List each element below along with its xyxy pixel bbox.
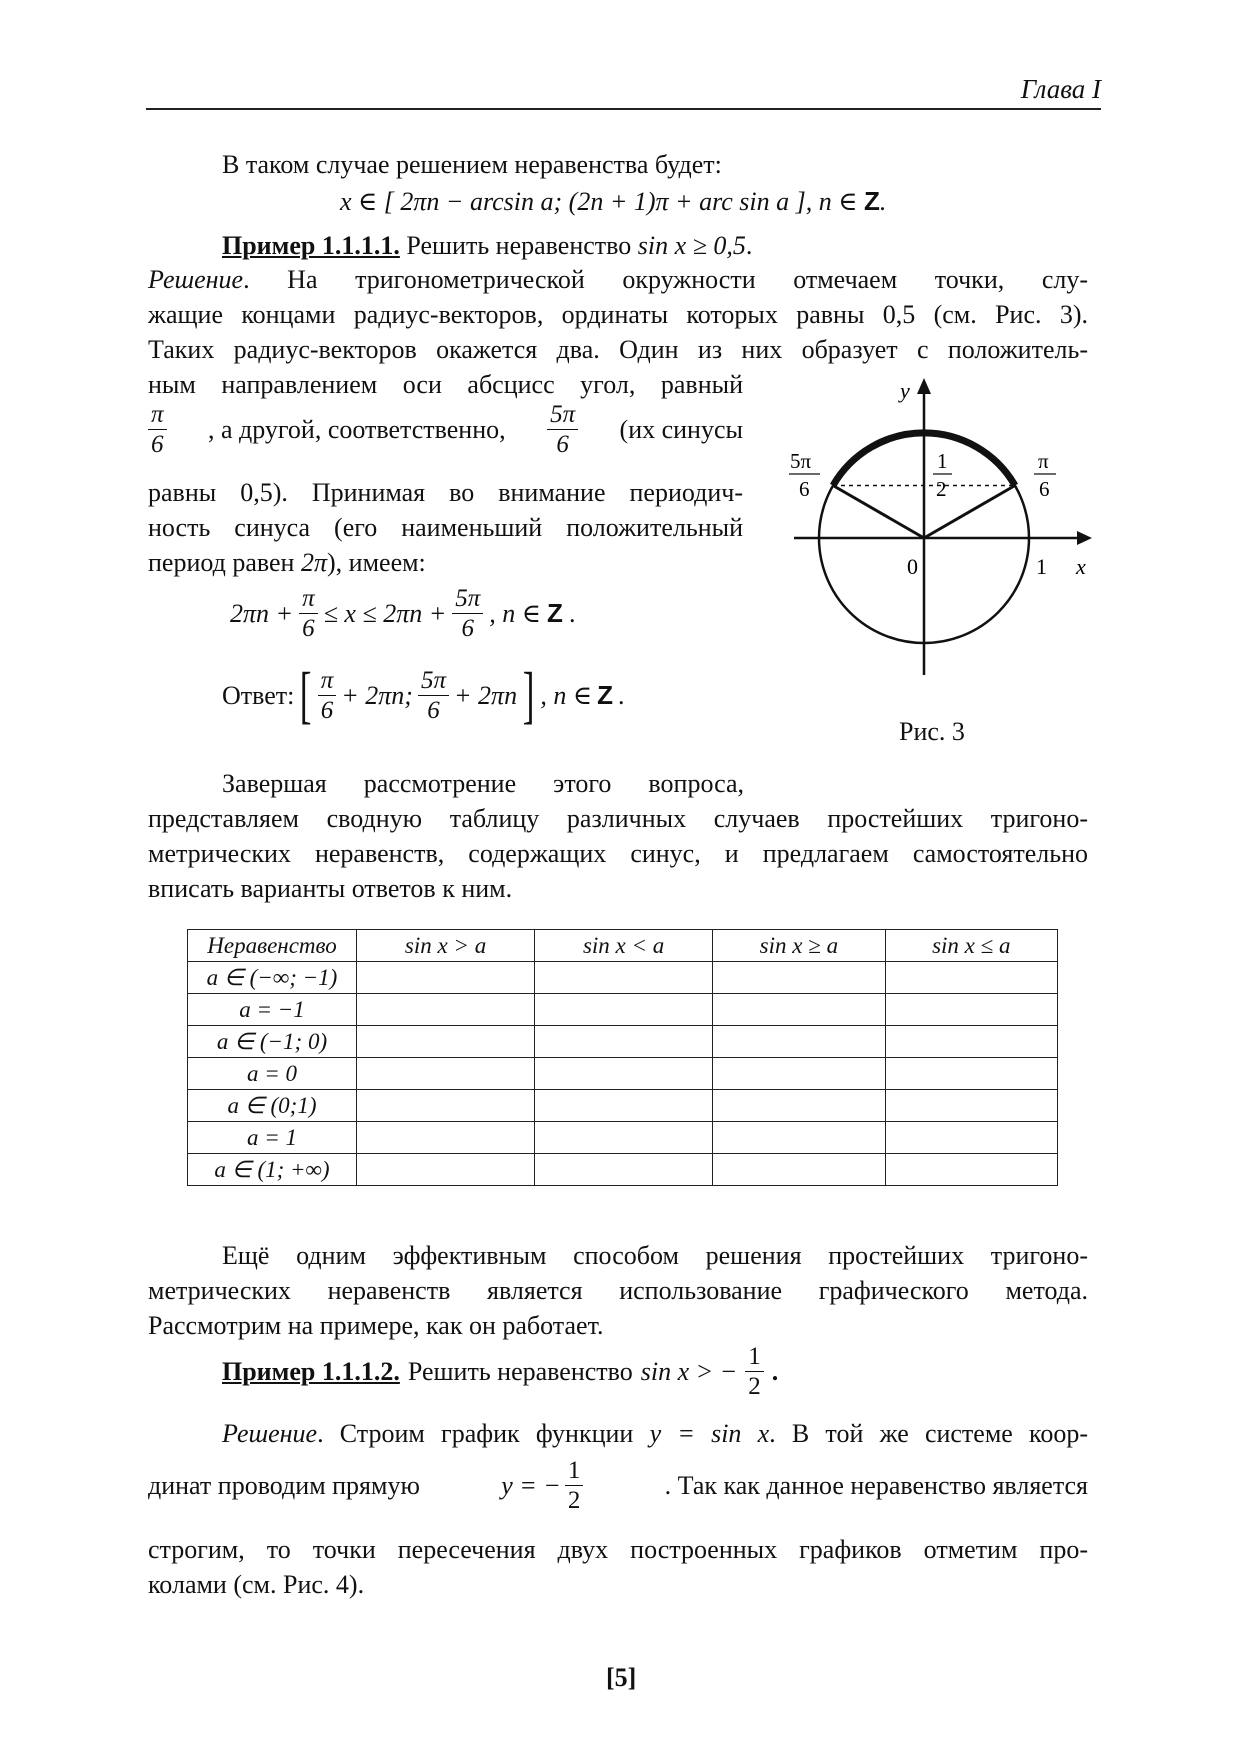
solution-2-line-1: Решение. Строим график функции y = sin x. В той же системе коор- [222,1419,1089,1448]
row-condition: a ∈ (1; +∞) [188,1154,357,1186]
table-row [188,994,1058,1026]
paragraph-2-line-2: представляем сводную таблицу различных случаев простейших тригоно- [148,804,1088,833]
paragraph-3-line-1: Ещё одним эффективным способом решения простейших тригоно- [222,1241,1088,1270]
y-axis-arrow [917,378,931,394]
answer-cell[interactable] [357,1122,535,1154]
row-condition: a = −1 [188,994,357,1026]
solution-2-line-4: колами (см. Рис. 4). [148,1570,365,1599]
general-solution-formula: x ∈ [ 2πn − arcsin a; (2n + 1)π + arc sin a ], n ∈ Z. [340,186,887,216]
example-1-heading: Пример 1.1.1.1. Решить неравенство sin x ≥ 0,5. [222,231,753,260]
row-condition: a = 0 [188,1058,357,1090]
solution-1-line-1: Решение. На тригонометрической окружности отмечаем точки, слу- [148,265,1088,294]
figure-3-unit-circle [780,370,1100,680]
y-axis-label: y [900,378,910,403]
table-header-cell: Неравенство [188,930,357,962]
table-row [188,1058,1058,1090]
intro-text: В таком случае решением неравенства будет: [222,150,722,179]
paragraph-3-line-2: метрических неравенств является использование графического метода. [148,1276,1088,1305]
answer-cell[interactable] [535,1026,713,1058]
table-row [188,1090,1058,1122]
solution-1-answer: Ответ: [ $\frac{\pi}{6}$ + 2πn; $\frac{5\pi}{6}$ + 2πn ] , n ∈ Z . [222,659,625,730]
solution-1-line-8: период равен 2π), имеем: [148,548,426,577]
table-header-cell: sin x < a [535,930,713,962]
answer-cell[interactable] [885,962,1057,994]
table-header-row [188,930,1058,962]
chapter-header: Глава I [1020,74,1101,104]
answer-cell[interactable] [713,1122,885,1154]
one-label: 1 [1036,554,1047,579]
page-number: [5] [606,1663,637,1692]
answer-cell[interactable] [357,1026,535,1058]
solution-1-line-6: равны 0,5). Принимая во внимание периодич- [148,478,743,507]
answer-cell[interactable] [713,1154,885,1186]
solution-1-inequality: 2πn + $\frac{\pi}{6}$ ≤ x ≤ 2πn + $\frac{5\pi}{6}$ , n ∈ Z . [230,585,576,642]
label-5pi-num: 5π [790,449,812,473]
example-2-heading: Пример 1.1.1.2. Решить неравенство sin x > − $\frac{1}{2}$ . [222,1343,779,1400]
row-condition: a ∈ (−1; 0) [188,1026,357,1058]
table-header-cell: sin x ≥ a [713,930,885,962]
answer-cell[interactable] [885,1154,1057,1186]
answer-cell[interactable] [885,1122,1057,1154]
solution-2-line-3: строгим, то точки пересечения двух построенных графиков отметим про- [148,1535,1088,1564]
answer-cell[interactable] [535,994,713,1026]
header-rule [146,108,1101,110]
label-5pi-den: 6 [799,477,810,501]
answer-cell[interactable] [885,1058,1057,1090]
origin-label: 0 [907,554,918,579]
table-header-cell: sin x ≤ a [885,930,1057,962]
answer-cell[interactable] [535,1090,713,1122]
example-1-title: Пример 1.1.1.1. [222,231,400,260]
row-condition: a ∈ (0;1) [188,1090,357,1122]
row-condition: a ∈ (−∞; −1) [188,962,357,994]
answer-cell[interactable] [535,1058,713,1090]
answer-cell[interactable] [885,1026,1057,1058]
solution-1-line-7: ность синуса (его наименьший положительный [148,513,743,542]
answer-cell[interactable] [885,1090,1057,1122]
solution-1-line-5: $\frac{\pi}{6}$ , а другой, соответственно, $\frac{5\pi}{6}$ (их синусы [148,400,743,459]
answer-cell[interactable] [357,994,535,1026]
label-pi-den: 6 [1039,477,1050,501]
solution-1-line-3: Таких радиус-векторов окажется два. Один из них образует с положитель- [148,335,1088,364]
answer-cell[interactable] [357,1058,535,1090]
answer-cell[interactable] [357,962,535,994]
table-row [188,1026,1058,1058]
x-axis-arrow [1077,531,1092,545]
table-row [188,1122,1058,1154]
answer-cell[interactable] [535,962,713,994]
paragraph-2-line-1: Завершая рассмотрение этого вопроса, [222,769,744,798]
x-axis-label: x [1076,554,1086,579]
answer-cell[interactable] [535,1154,713,1186]
answer-cell[interactable] [535,1122,713,1154]
answer-cell[interactable] [357,1154,535,1186]
answer-cell[interactable] [885,994,1057,1026]
label-half-num: 1 [937,449,948,473]
answer-cell[interactable] [713,994,885,1026]
table-row [188,1154,1058,1186]
figure-3-caption: Рис. 3 [899,717,965,746]
answer-cell[interactable] [357,1090,535,1122]
row-condition: a = 1 [188,1122,357,1154]
answer-cell[interactable] [713,962,885,994]
answer-cell[interactable] [713,1026,885,1058]
answer-cell[interactable] [713,1058,885,1090]
label-pi-num: π [1038,449,1049,473]
paragraph-2-line-4: вписать варианты ответов к ним. [148,874,513,903]
label-half-den: 2 [936,477,947,501]
answer-cell[interactable] [713,1090,885,1122]
solution-1-line-2: жащие концами радиус-векторов, ординаты которых равны 0,5 (см. Рис. 3). [148,300,1088,329]
radius-vector-5pi-6 [833,486,924,539]
solution-2-line-2: динат проводим прямую y = − $\frac{1}{2}$ . Так как данное неравенство является [148,1457,1088,1514]
example-2-title: Пример 1.1.1.2. [222,1357,400,1386]
paragraph-2-line-3: метрических неравенств, содержащих синус, и предлагаем самостоятельно [148,839,1088,868]
table-row [188,962,1058,994]
table-header-cell: sin x > a [357,930,535,962]
solution-1-line-4: ным направлением оси абсцисс угол, равный [148,370,743,399]
inequality-cases-table [187,929,1058,1186]
paragraph-3-line-3: Рассмотрим на примере, как он работает. [148,1311,604,1340]
